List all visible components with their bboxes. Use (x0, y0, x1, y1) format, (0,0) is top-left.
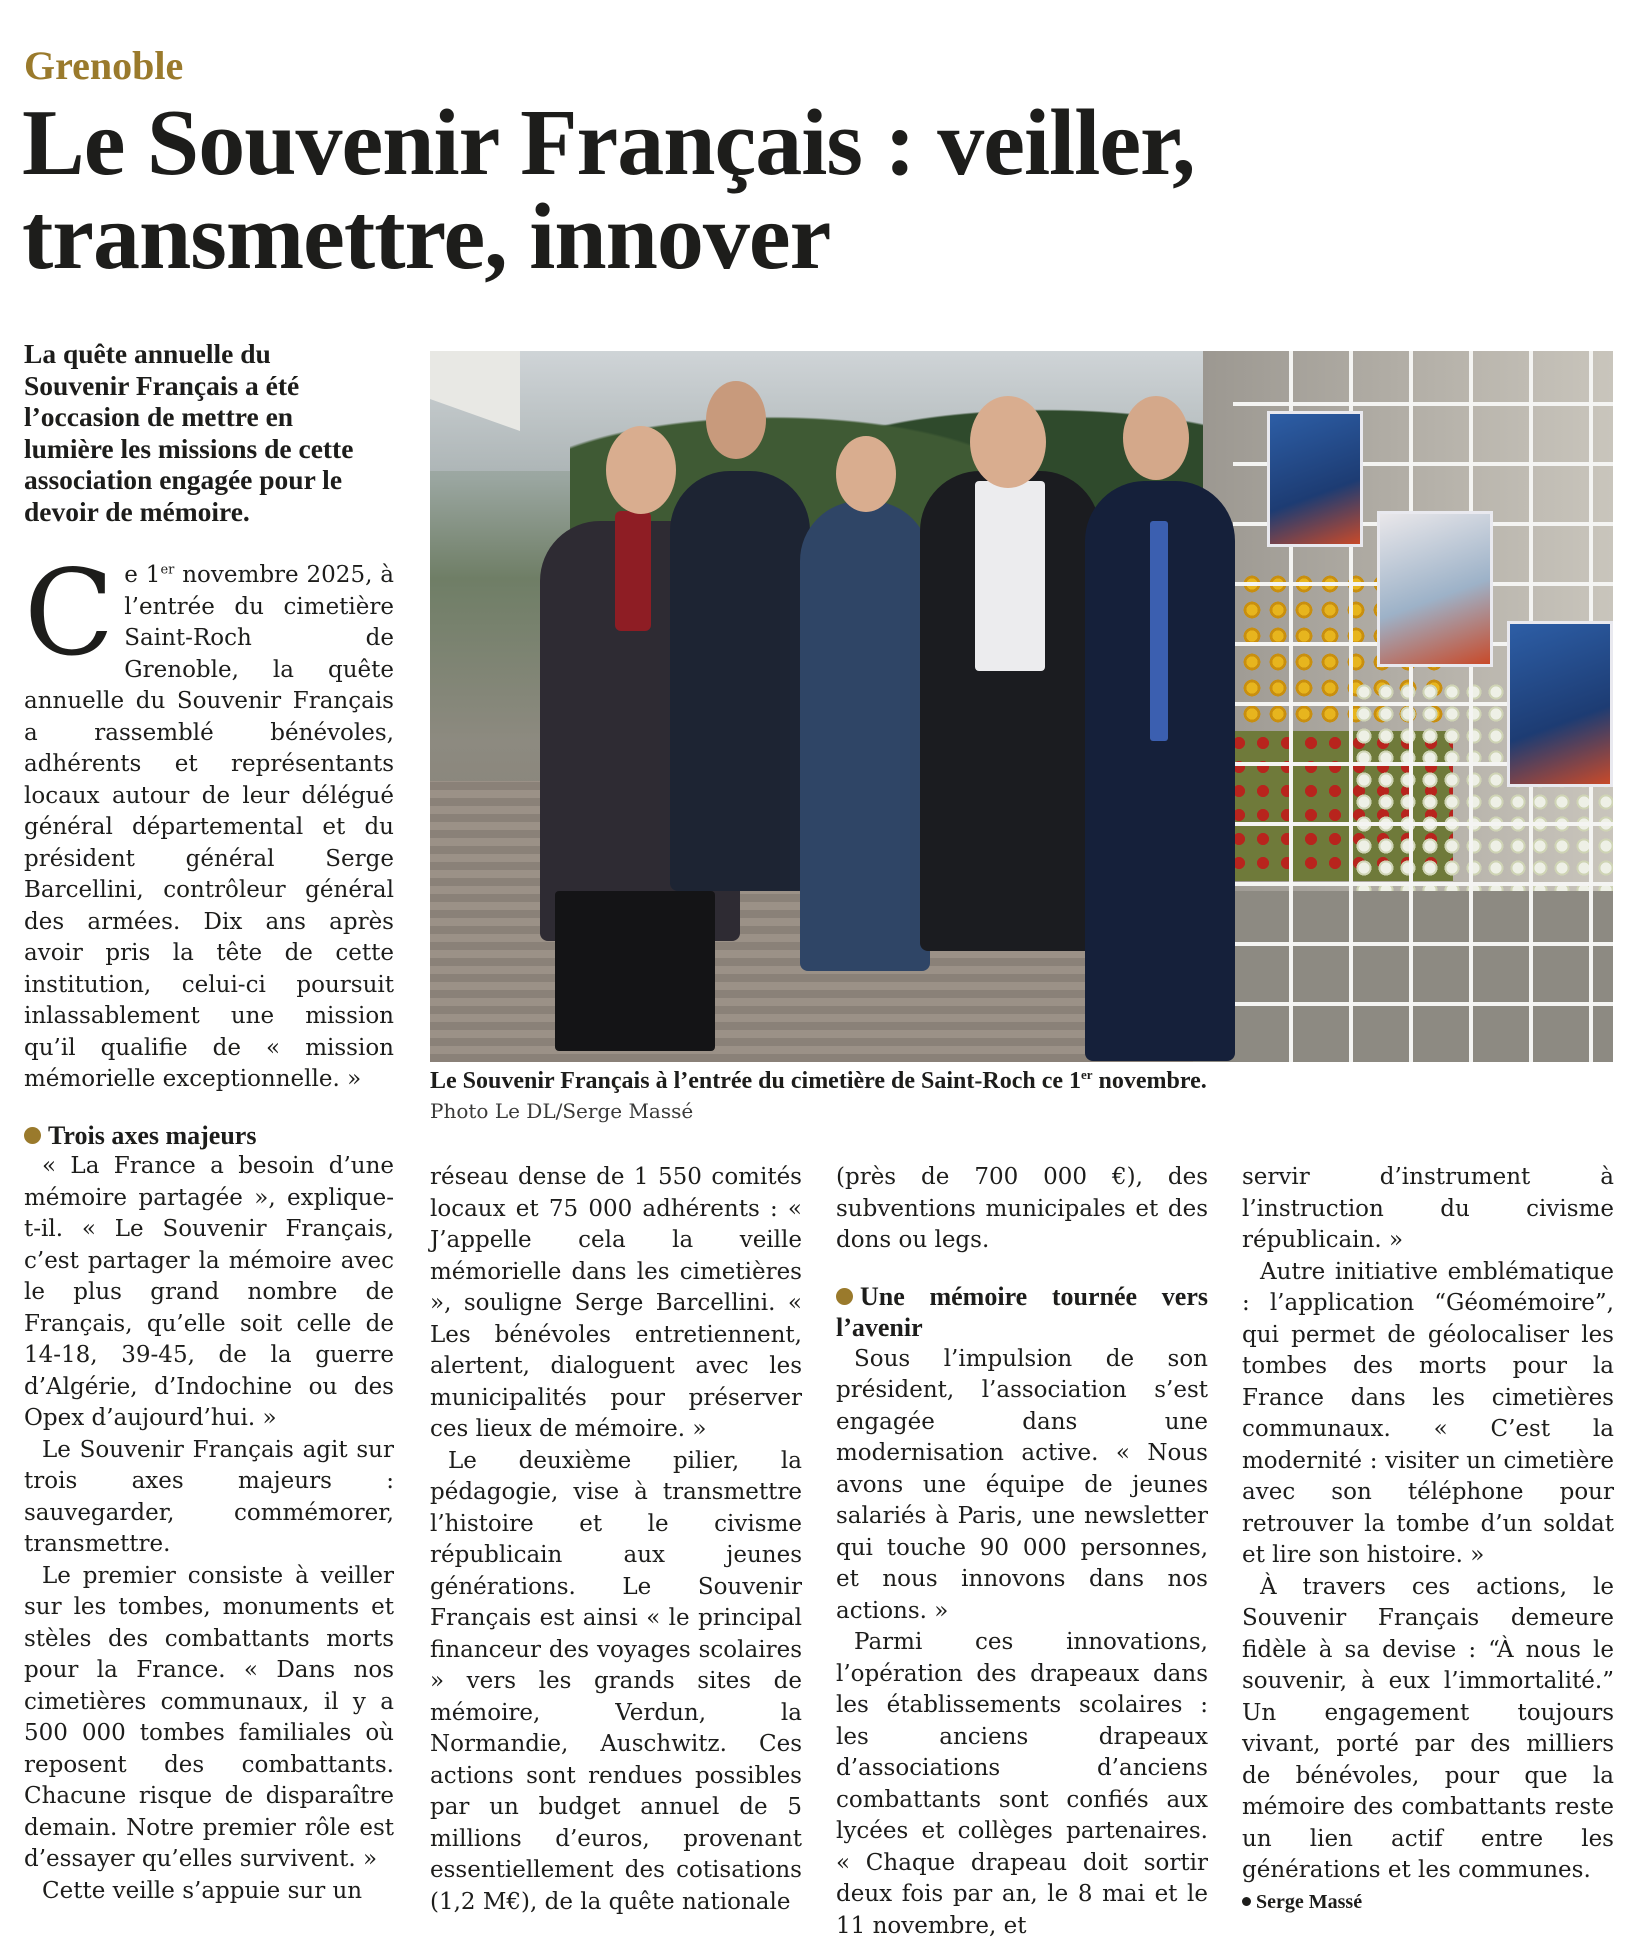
headline (22, 91, 1622, 289)
drop-cap: C (24, 544, 115, 682)
photo-red-scarf (615, 511, 651, 631)
headline-line-1: Le Souvenir Français : veiller, (22, 91, 1195, 195)
photo-head (1123, 396, 1189, 480)
paragraph: Le deuxième pilier, la pédagogie, vise à transmettre l’histoire et le civisme républicain aux jeunes générations. Le Souvenir Français est ainsi « le principal financeur des voyages scolaires » vers les grands sites de mémoire, Verdun, la Normandie, Auschwitz. Ces actions sont rendues possibles par un budget annuel de 5 millions d’euros, provenant essentiellement des cotisations (1,2 M€), de la quête nationale (430, 1447, 802, 1915)
bullet-dot-icon (24, 1127, 41, 1144)
photo-head (706, 381, 766, 459)
paragraph: Le Souvenir Français agit sur trois axes majeurs : sauvegarder, commémorer, transmettre. (24, 1436, 394, 1557)
column-2 (430, 1162, 802, 1918)
photo-poster (1267, 411, 1363, 547)
column-3 (836, 1162, 1208, 1942)
intro-start: e 1 (124, 562, 161, 588)
photo-credit: Photo Le DL/Serge Massé (430, 1099, 694, 1123)
paragraph: Cette veille s’appuie sur un (42, 1877, 363, 1904)
photo-person-jacket (800, 501, 930, 971)
photo-tie (1150, 521, 1168, 741)
paragraph: (près de 700 000 €), des subventions municipales et des dons ou legs. (836, 1164, 1208, 1253)
photo-head (836, 436, 896, 512)
photo-white-shirt (975, 481, 1045, 671)
photo-head (606, 426, 676, 514)
paragraph: À travers ces actions, le Souvenir Français demeure fidèle à sa devise : “À nous le souvenir, à eux l’immortalité.” Un engagement toujours vivant, porté par des milliers de bénévoles, pour que la mémoire des combattants reste un lien actif entre les générations et les communes. (1242, 1573, 1614, 1883)
caption-end: novembre. (1092, 1068, 1207, 1094)
photo-caption (430, 1066, 1613, 1096)
paragraph: Parmi ces innovations, l’opération des drapeaux dans les établissements scolaires : les anciens drapeaux d’associations d’anciens combattants sont confiés aux lycées et collèges partenaires. « Chaque drapeau doit sortir deux fois par an, le 8 mai et le 11 novembre, et (836, 1629, 1208, 1939)
photo-person-legs (555, 891, 715, 1051)
photo-person-young (670, 471, 810, 891)
section-kicker: Grenoble (24, 43, 184, 88)
intro-paragraph (24, 544, 394, 1096)
caption-text: Le Souvenir Français à l’entrée du cimetière de Saint-Roch ce 1 (430, 1068, 1081, 1094)
byline-dot-icon (1242, 1897, 1251, 1906)
photo-poster (1507, 621, 1613, 787)
intro-text: novembre 2025, à l’entrée du cimetière Saint-Roch de Grenoble, la quête annuelle du Souvenir Français a rassemblé bénévoles, adhérents et représentants locaux autour de leur délégué général départemental et du président général Serge Barcellini, contrôleur général des armées. Dix ans après avoir pris la tête de cette institution, celui-ci poursuit inlassablement une mission qu’il qualifie de « mission mémorielle exceptionnelle. » (24, 562, 394, 1092)
bullet-dot-icon (836, 1288, 853, 1305)
photo-poster (1377, 511, 1493, 667)
paragraph: Sous l’impulsion de son président, l’association s’est engagée dans une modernisation active. « Nous avons une équipe de jeunes salariés à Paris, une newsletter qui touche 90 000 personnes, et nous innovons dans nos actions. » (836, 1345, 1208, 1624)
lead-paragraph: La quête annuelle du Souvenir Français a été l’occasion de mettre en lumière les missions de cette association engagée pour le devoir de mémoire. (24, 338, 354, 527)
subhead-memoire (836, 1281, 1208, 1344)
photo-head (970, 396, 1046, 488)
subhead-trois-axes (24, 1120, 394, 1152)
column-4 (1242, 1162, 1614, 1918)
column-1 (24, 544, 394, 1907)
subhead-text: Une mémoire tournée vers l’avenir (836, 1281, 1208, 1342)
intro-sup: er (160, 562, 175, 578)
byline-author: Serge Massé (1256, 1890, 1363, 1913)
subhead-text: Trois axes majeurs (48, 1120, 257, 1150)
paragraph: Le premier consiste à veiller sur les tombes, monuments et stèles des combattants morts pour la France. « Dans nos cimetières communaux, il y a 500 000 tombes familiales où reposent des combattants. Chacune risque de disparaître demain. Notre premier rôle est d’essayer qu’elles survivent. » (24, 1562, 394, 1872)
caption-sup: er (1081, 1067, 1093, 1082)
paragraph: Autre initiative emblématique : l’application “Géomémoire”, qui permet de géolocaliser les tombes des morts pour la France dans les cimetières communaux. « C’est la modernité : visiter un cimetière avec son téléphone pour retrouver la tombe d’un soldat et lire son histoire. » (1242, 1258, 1614, 1568)
paragraph: « La France a besoin d’une mémoire partagée », explique-t-il. « Le Souvenir Français, c’est partager la mémoire avec le plus grand nombre de Français, qu’elle soit celle de 14-18, 39-45, de la guerre d’Algérie, d’Indochine ou des Opex d’aujourd’hui. » (24, 1153, 394, 1431)
headline-line-2: transmettre, innover (22, 185, 831, 289)
paragraph: servir d’instrument à l’instruction du civisme républicain. » (1242, 1164, 1614, 1253)
paragraph: réseau dense de 1 550 comités locaux et 75 000 adhérents : « J’appelle cela la veille mémorielle dans les cimetières », souligne Serge Barcellini. « Les bénévoles entretiennent, alertent, dialoguent avec les municipalités pour préserver ces lieux de mémoire. » (430, 1164, 802, 1442)
article-photo (430, 351, 1613, 1062)
byline (1242, 1887, 1614, 1919)
